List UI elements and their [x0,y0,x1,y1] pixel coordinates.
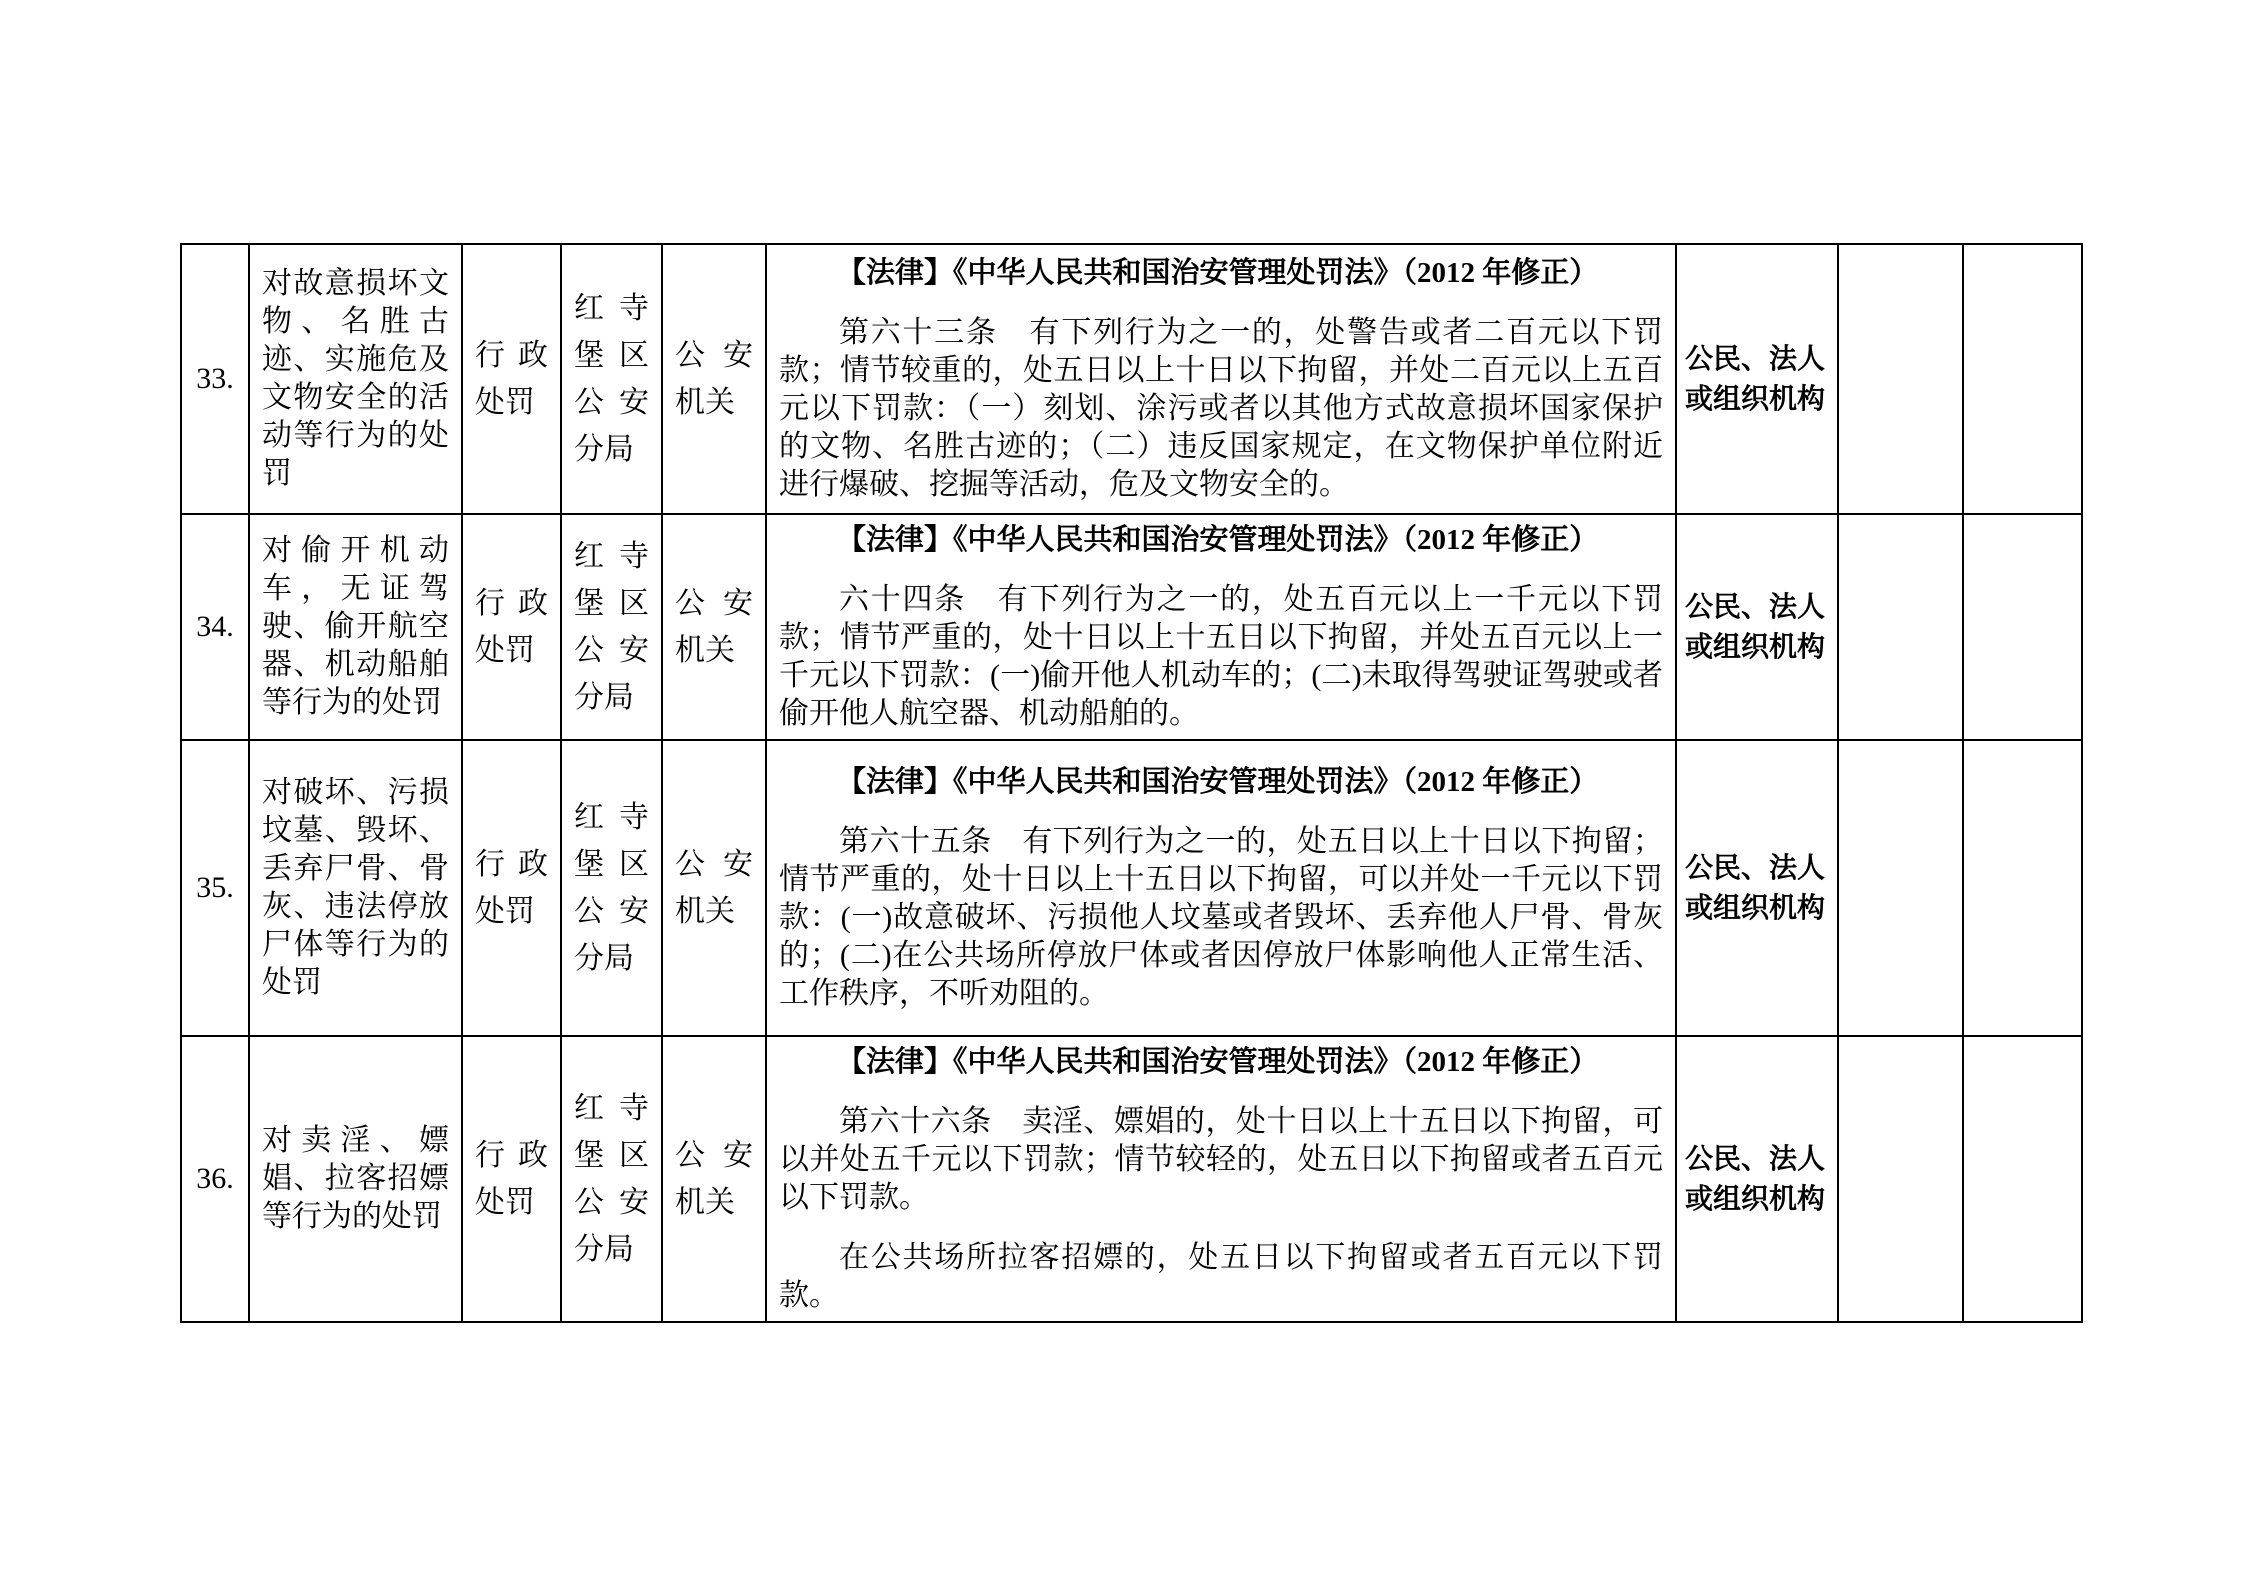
item-cell [249,740,462,1036]
empty-cell [1838,514,1963,740]
agency-cell [561,740,662,1036]
legal-basis-cell [766,740,1676,1036]
penalty-type-cell [462,740,561,1036]
penalty-type-cell [462,514,561,740]
organ-text: 公安机关 [675,848,753,928]
subject-text: 公民、法人或组织机构 [1685,852,1826,923]
penalty-type-cell [462,1036,561,1322]
agency-text: 红寺堡区公安分局 [574,801,649,975]
organ-text: 公安机关 [675,587,753,667]
subject-text: 公民、法人或组织机构 [1685,591,1826,662]
penalty-table [180,243,2083,1323]
legal-title: 【法律】《中华人民共和国治安管理处罚法》（2012 年修正） [837,1046,1599,1078]
table-row-34 [181,514,2082,740]
organ-cell [662,244,766,514]
legal-paragraph: 第六十五条 有下列行为之一的，处五日以上十日以下拘留；情节严重的，处十日以上十五日以下拘留，可以并处一千元以下罚款：(一)故意破坏、污损他人坟墓或者毁坏、丢弃他人尸骨、骨灰的；(二)在公共场所停放尸体或者因停放尸体影响他人正常生活、工作秩序，不听劝阻的。 [779,825,1663,1010]
agency-cell [561,244,662,514]
item-cell [249,1036,462,1322]
legal-paragraph: 六十四条 有下列行为之一的，处五百元以上一千元以下罚款；情节严重的，处十日以上十五日以下拘留，并处五百元以上一千元以下罚款：(一)偷开他人机动车的；(二)未取得驾驶证驾驶或者偷开他人航空器、机动船舶的。 [779,583,1663,730]
penalty-type-cell [462,244,561,514]
legal-basis-cell [766,514,1676,740]
legal-title: 【法律】《中华人民共和国治安管理处罚法》（2012 年修正） [837,524,1599,556]
item-text: 对破坏、污损坟墓、毁坏、丢弃尸骨、骨灰、违法停放尸体等行为的处罚 [262,776,449,999]
penalty-type-text: 行政处罚 [475,848,548,928]
empty-cell [1838,244,1963,514]
empty-cell [1963,244,2082,514]
item-text: 对卖淫、嫖娼、拉客招嫖等行为的处罚 [262,1124,449,1233]
legal-title: 【法律】《中华人民共和国治安管理处罚法》（2012 年修正） [837,766,1599,798]
subject-cell [1676,244,1838,514]
row-number-cell: 36. [181,1036,249,1322]
empty-cell [1963,740,2082,1036]
legal-paragraph: 第六十三条 有下列行为之一的，处警告或者二百元以下罚款；情节较重的，处五日以上十日以下拘留，并处二百元以上五百元以下罚款：（一）刻划、涂污或者以其他方式故意损坏国家保护的文物、名胜古迹的；（二）违反国家规定，在文物保护单位附近进行爆破、挖掘等活动，危及文物安全的。 [779,316,1663,501]
legal-title: 【法律】《中华人民共和国治安管理处罚法》（2012 年修正） [837,257,1599,289]
empty-cell [1963,1036,2082,1322]
penalty-type-text: 行政处罚 [475,1139,548,1219]
item-text: 对故意损坏文物、名胜古迹、实施危及文物安全的活动等行为的处罚 [262,267,449,490]
organ-text: 公安机关 [675,339,753,419]
row-number-cell: 33. [181,244,249,514]
legal-basis-cell [766,244,1676,514]
organ-cell [662,740,766,1036]
penalty-type-text: 行政处罚 [475,339,548,419]
organ-cell [662,1036,766,1322]
legal-paragraph: 在公共场所拉客招嫖的，处五日以下拘留或者五百元以下罚款。 [779,1241,1663,1312]
organ-text: 公安机关 [675,1139,753,1219]
subject-text: 公民、法人或组织机构 [1685,1143,1826,1214]
legal-paragraph: 第六十六条 卖淫、嫖娼的，处十日以上十五日以下拘留，可以并处五千元以下罚款；情节较轻的，处五日以下拘留或者五百元以下罚款。 [779,1105,1663,1214]
table-row-35 [181,740,2082,1036]
item-cell [249,244,462,514]
table-row-33 [181,244,2082,514]
agency-cell [561,1036,662,1322]
penalty-type-text: 行政处罚 [475,587,548,667]
empty-cell [1963,514,2082,740]
legal-basis-cell [766,1036,1676,1322]
empty-cell [1838,740,1963,1036]
subject-cell [1676,514,1838,740]
agency-text: 红寺堡区公安分局 [574,540,649,714]
agency-text: 红寺堡区公安分局 [574,292,649,466]
agency-cell [561,514,662,740]
organ-cell [662,514,766,740]
subject-text: 公民、法人或组织机构 [1685,343,1826,414]
item-cell [249,514,462,740]
row-number-cell: 35. [181,740,249,1036]
item-text: 对偷开机动车，无证驾驶、偷开航空器、机动船舶等行为的处罚 [262,534,449,719]
empty-cell [1838,1036,1963,1322]
row-number-cell: 34. [181,514,249,740]
agency-text: 红寺堡区公安分局 [574,1092,649,1266]
subject-cell [1676,1036,1838,1322]
subject-cell [1676,740,1838,1036]
table-row-36 [181,1036,2082,1322]
